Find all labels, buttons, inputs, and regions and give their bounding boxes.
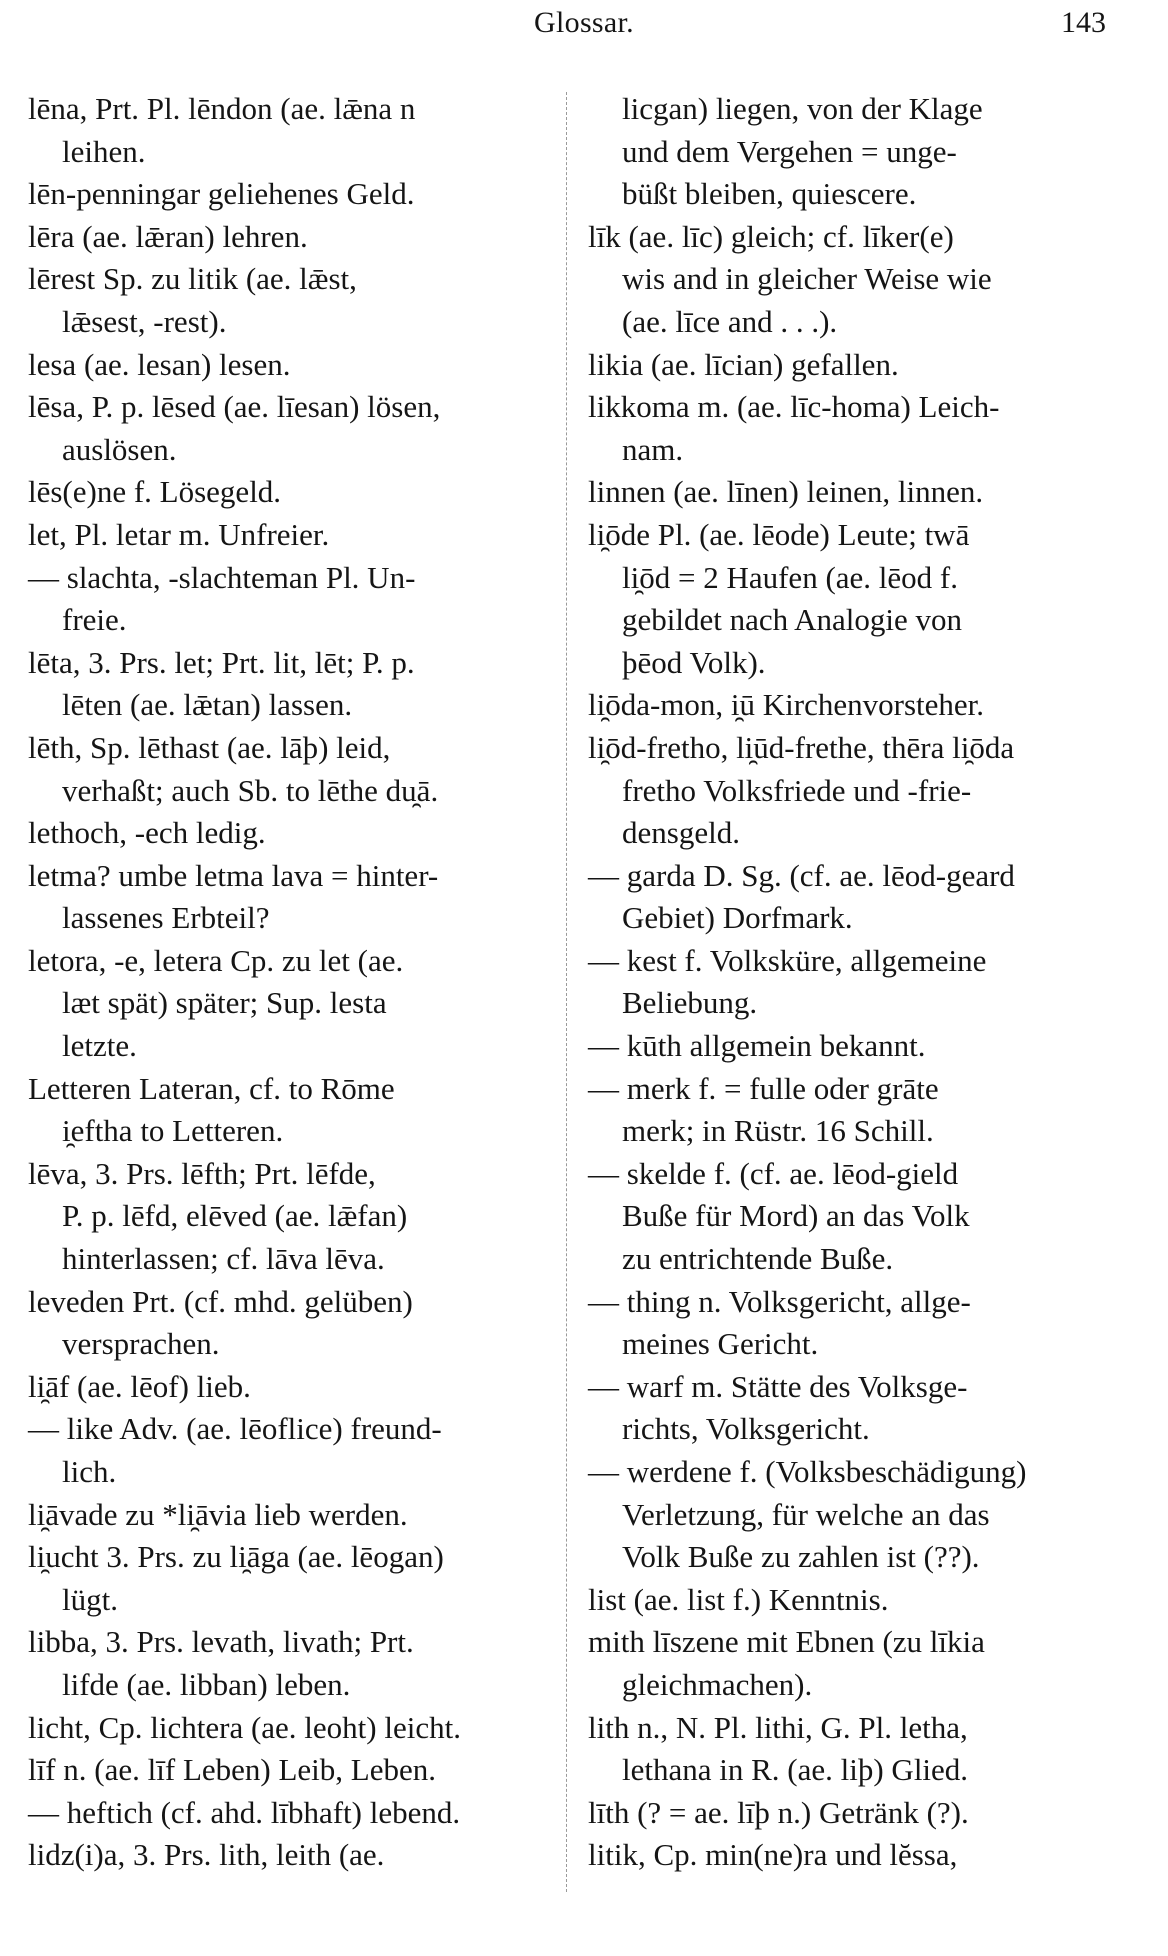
glossary-line-text: Verletzung, für welche an das <box>622 1496 990 1532</box>
glossary-line-text: letzte. <box>62 1028 137 1064</box>
glossary-line-text: litik, Cp. min(ne)ra und lĕssa, <box>588 1837 958 1873</box>
glossary-line <box>28 897 544 940</box>
right-column <box>588 88 1108 1877</box>
glossary-line <box>28 301 544 344</box>
glossary-line <box>28 599 544 642</box>
glossary-line-text: — like Adv. (ae. lēoflice) freund- <box>28 1411 442 1447</box>
glossary-line-text: lēsa, P. p. lēsed (ae. līesan) lösen, <box>28 389 441 425</box>
glossary-line-text: und dem Vergehen = unge- <box>622 133 957 169</box>
glossary-line-text: līf n. (ae. līf Leben) Leib, Leben. <box>28 1752 436 1788</box>
glossary-line <box>588 684 1108 727</box>
glossary-line-text: lesa (ae. lesan) lesen. <box>28 346 291 382</box>
glossary-line <box>28 940 544 983</box>
glossary-line-text: lēva, 3. Prs. lēfth; Prt. lēfde, <box>28 1155 376 1191</box>
glossary-line <box>28 1834 544 1877</box>
glossary-line <box>28 131 544 174</box>
glossary-line-text: letma? umbe letma lava = hinter- <box>28 857 439 893</box>
glossary-line-text: lethoch, -ech ledig. <box>28 815 266 851</box>
glossary-line-text: büßt bleiben, quiescere. <box>622 176 917 212</box>
glossary-line-text: — warf m. Stätte des Volksge- <box>588 1368 968 1404</box>
left-column <box>28 88 544 1877</box>
glossary-line <box>28 642 544 685</box>
glossary-line-text: auslösen. <box>62 431 177 467</box>
glossary-line <box>588 429 1108 472</box>
glossary-line-text: Beliebung. <box>622 985 758 1021</box>
glossary-line-text: li̯ucht 3. Prs. zu li̯āga (ae. lēogan) <box>28 1539 444 1575</box>
glossary-line-text: Letteren Lateran, cf. to Rōme <box>28 1070 395 1106</box>
glossary-line <box>28 471 544 514</box>
glossary-line <box>28 386 544 429</box>
glossary-line <box>28 855 544 898</box>
glossary-line-text: li̯āf (ae. lēof) lieb. <box>28 1368 251 1404</box>
glossary-line <box>588 216 1108 259</box>
glossary-line <box>28 1068 544 1111</box>
glossary-line <box>588 982 1108 1025</box>
glossary-line-text: lēs(e)ne f. Lösegeld. <box>28 474 282 510</box>
glossary-line-text: lügt. <box>62 1581 118 1617</box>
glossary-line <box>28 1025 544 1068</box>
glossary-line <box>588 1025 1108 1068</box>
glossary-line-text: richts, Volksgericht. <box>622 1411 870 1447</box>
glossary-line <box>28 770 544 813</box>
glossary-line-text: lethana in R. (ae. liþ) Glied. <box>622 1752 969 1788</box>
glossary-line-text: versprachen. <box>62 1326 220 1362</box>
glossary-line-text: lith n., N. Pl. lithi, G. Pl. letha, <box>588 1709 968 1745</box>
glossary-line <box>588 1494 1108 1537</box>
glossary-line <box>588 1451 1108 1494</box>
glossary-line <box>588 940 1108 983</box>
glossary-line <box>588 258 1108 301</box>
glossary-line <box>588 557 1108 600</box>
glossary-line <box>28 812 544 855</box>
glossary-line-text: likia (ae. līcian) gefallen. <box>588 346 899 382</box>
glossary-line <box>588 1664 1108 1707</box>
glossary-line-text: lifde (ae. libban) leben. <box>62 1666 351 1702</box>
glossary-line <box>28 514 544 557</box>
glossary-line <box>588 642 1108 685</box>
glossary-line-text: — thing n. Volksgericht, allge- <box>588 1283 971 1319</box>
glossary-line <box>28 1749 544 1792</box>
glossary-line-text: freie. <box>62 602 127 638</box>
glossary-line-text: hinterlassen; cf. lāva lēva. <box>62 1241 385 1277</box>
glossary-line <box>588 471 1108 514</box>
glossary-line-text: i̯eftha to Letteren. <box>62 1113 284 1149</box>
glossary-line-text: linnen (ae. līnen) leinen, linnen. <box>588 474 984 510</box>
glossary-line-text: lich. <box>62 1454 117 1489</box>
glossary-line-text: lēth, Sp. lēthast (ae. lāþ) leid, <box>28 729 391 765</box>
glossary-line-text: leihen. <box>62 133 146 169</box>
glossary-line-text: — garda D. Sg. (cf. ae. lēod-geard <box>588 857 1015 893</box>
glossary-line-text: leveden Prt. (cf. mhd. gelüben) <box>28 1283 413 1319</box>
glossary-line <box>588 1068 1108 1111</box>
glossary-line-text: nam. <box>622 431 684 467</box>
glossary-line-text: Gebiet) Dorfmark. <box>622 900 853 936</box>
glossary-line-text: let, Pl. letar m. Unfreier. <box>28 516 330 552</box>
glossary-line <box>28 982 544 1025</box>
glossary-line <box>588 1281 1108 1324</box>
glossary-line <box>28 1366 544 1409</box>
glossary-line <box>28 727 544 770</box>
glossary-line-text: li̯ōda-mon, i̯ū Kirchenvorsteher. <box>588 687 985 723</box>
glossary-line-text: lēna, Prt. Pl. lēndon (ae. lǣna n <box>28 91 416 126</box>
glossary-line <box>588 131 1108 174</box>
glossary-line-text: mith līszene mit Ebnen (zu līkia <box>588 1624 985 1660</box>
glossary-line-text: gebildet nach Analogie von <box>622 602 963 638</box>
column-divider <box>566 92 567 1892</box>
glossary-line <box>588 1366 1108 1409</box>
glossary-line-text: verhaßt; auch Sb. to lēthe du̯ā. <box>62 772 439 808</box>
glossary-line-text: — werdene f. (Volksbeschädigung) <box>588 1454 1027 1489</box>
glossary-line-text: lēta, 3. Prs. let; Prt. lit, lēt; P. p. <box>28 644 415 680</box>
glossary-line <box>588 1195 1108 1238</box>
glossary-line <box>28 1451 544 1494</box>
glossary-line-text: licgan) liegen, von der Klage <box>622 91 983 126</box>
glossary-line <box>28 1195 544 1238</box>
glossary-line-text: lidz(i)a, 3. Prs. lith, leith (ae. <box>28 1837 385 1873</box>
running-header <box>0 0 1168 60</box>
glossary-line <box>588 855 1108 898</box>
glossary-line-text: — merk f. = fulle oder grāte <box>588 1070 939 1106</box>
glossary-line-text: (ae. līce and . . .). <box>622 303 838 339</box>
glossary-line <box>588 88 1108 131</box>
glossary-line <box>28 1536 544 1579</box>
glossary-line <box>588 386 1108 429</box>
glossary-line-text: lǣsest, -rest). <box>62 303 227 339</box>
glossary-line <box>588 1579 1108 1622</box>
glossary-line <box>588 1238 1108 1281</box>
glossary-line-text: lēn-penningar geliehenes Geld. <box>28 176 415 212</box>
glossary-line-text: læt spät) später; Sup. lesta <box>62 985 387 1021</box>
glossary-line-text: — skelde f. (cf. ae. lēod-gield <box>588 1155 959 1191</box>
glossary-line-text: P. p. lēfd, elēved (ae. lǣfan) <box>62 1198 408 1234</box>
glossary-line-text: merk; in Rüstr. 16 Schill. <box>622 1113 934 1149</box>
glossary-line <box>28 1323 544 1366</box>
glossary-line <box>28 1664 544 1707</box>
glossary-line-text: þēod Volk). <box>622 644 766 680</box>
glossary-line <box>28 557 544 600</box>
glossary-line <box>28 1153 544 1196</box>
glossary-line <box>588 599 1108 642</box>
glossary-line <box>588 812 1108 855</box>
glossary-line-text: libba, 3. Prs. levath, livath; Prt. <box>28 1624 414 1660</box>
glossary-line <box>588 1536 1108 1579</box>
glossary-line <box>28 684 544 727</box>
glossary-line-text: gleichmachen). <box>622 1666 813 1702</box>
glossary-line-text: li̯ōd-fretho, li̯ūd-frethe, thēra li̯ōda <box>588 729 1015 765</box>
glossary-line <box>588 897 1108 940</box>
glossary-line-text: lēra (ae. lǣran) lehren. <box>28 218 308 254</box>
glossary-line-text: densgeld. <box>622 815 740 851</box>
glossary-line-text: li̯ōde Pl. (ae. lēode) Leute; twā <box>588 516 970 552</box>
glossary-line-text: letora, -e, letera Cp. zu let (ae. <box>28 942 404 978</box>
page-number: 143 <box>1061 6 1106 39</box>
glossary-line <box>28 429 544 472</box>
glossary-line <box>28 1281 544 1324</box>
glossary-line <box>588 1792 1108 1835</box>
glossary-line-text: li̯āvade zu *li̯āvia lieb werden. <box>28 1496 408 1532</box>
glossary-line-text: meines Gericht. <box>622 1326 819 1362</box>
glossary-line <box>588 1408 1108 1451</box>
glossary-line-text: zu entrichtende Buße. <box>622 1241 894 1277</box>
glossary-line <box>28 1408 544 1451</box>
running-title: Glossar. <box>534 6 634 39</box>
glossary-line <box>28 258 544 301</box>
glossary-line <box>28 1110 544 1153</box>
glossary-line <box>28 216 544 259</box>
glossary-line-text: Buße für Mord) an das Volk <box>622 1198 970 1234</box>
glossary-line-text: — slachta, -slachteman Pl. Un- <box>28 559 416 595</box>
glossary-line-text: li̯ōd = 2 Haufen (ae. lēod f. <box>622 559 958 595</box>
glossary-line-text: lassenes Erbteil? <box>62 900 270 936</box>
glossary-line-text: fretho Volksfriede und -frie- <box>622 772 972 808</box>
glossary-line <box>28 88 544 131</box>
glossary-line-text: Volk Buße zu zahlen ist (??). <box>622 1539 980 1575</box>
glossary-line <box>28 1579 544 1622</box>
glossary-line <box>28 1792 544 1835</box>
glossary-line-text: līk (ae. līc) gleich; cf. līker(e) <box>588 218 954 254</box>
glossary-line <box>588 1834 1108 1877</box>
glossary-line <box>588 1110 1108 1153</box>
glossary-line <box>28 1238 544 1281</box>
glossary-line <box>588 727 1108 770</box>
glossary-line <box>588 770 1108 813</box>
glossary-line-text: lērest Sp. zu litik (ae. lǣst, <box>28 261 357 297</box>
glossary-line <box>28 1494 544 1537</box>
glossary-line-text: līth (? = ae. līþ n.) Getränk (?). <box>588 1794 969 1830</box>
glossary-line <box>28 173 544 216</box>
glossary-line-text: licht, Cp. lichtera (ae. leoht) leicht. <box>28 1709 461 1745</box>
glossary-line <box>28 1621 544 1664</box>
glossary-line <box>588 1749 1108 1792</box>
glossary-line-text: — kest f. Volksküre, allgemeine <box>588 942 987 978</box>
glossary-line <box>588 1707 1108 1750</box>
glossary-line <box>28 344 544 387</box>
glossary-line <box>588 1153 1108 1196</box>
glossary-line <box>588 1323 1108 1366</box>
glossary-line <box>28 1707 544 1750</box>
glossary-line <box>588 1621 1108 1664</box>
glossary-line-text: wis and in gleicher Weise wie <box>622 261 992 297</box>
glossary-line-text: — kūth allgemein bekannt. <box>588 1028 926 1064</box>
glossary-line <box>588 173 1108 216</box>
glossary-line-text: — heftich (cf. ahd. lībhaft) lebend. <box>28 1794 461 1830</box>
glossary-line <box>588 301 1108 344</box>
glossary-line <box>588 514 1108 557</box>
glossary-line-text: likkoma m. (ae. līc-homa) Leich- <box>588 389 1000 425</box>
glossary-line <box>588 344 1108 387</box>
glossary-line-text: list (ae. list f.) Kenntnis. <box>588 1581 889 1617</box>
glossary-line-text: lēten (ae. lǣtan) lassen. <box>62 687 353 723</box>
